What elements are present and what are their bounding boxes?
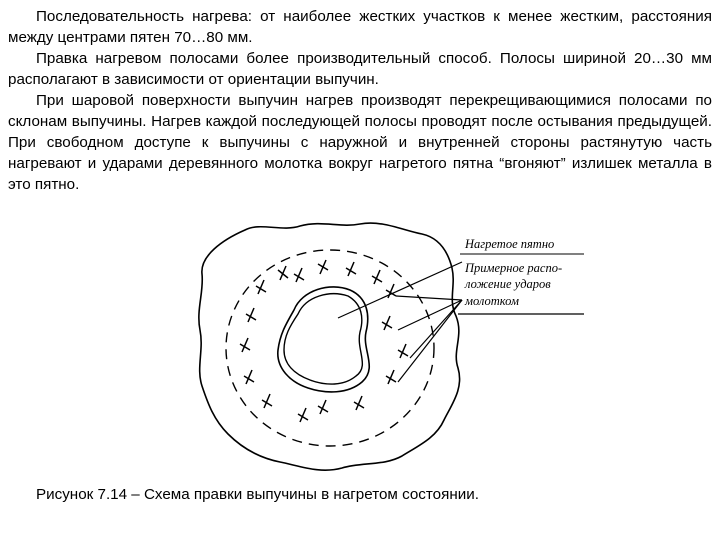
strike-mark bbox=[244, 370, 254, 384]
paragraph-3: При шаровой поверхности выпучин нагрев производят перекрещивающимися полосами по склонам выпучины. Нагрев каждой последующей полосы проводят после остывания предыдущей. При свободном доступе к выпучины с наружной и внутренней стороны растянутую часть нагревают и ударами деревянного молотка вокруг нагретого пятна “вгоняют” излишек металла в это пятно. bbox=[8, 92, 712, 193]
strike-mark bbox=[294, 268, 304, 282]
dashed-outer-circle bbox=[226, 250, 434, 446]
strike-mark bbox=[262, 394, 272, 408]
strike-mark bbox=[256, 280, 266, 294]
strike-mark bbox=[278, 266, 288, 280]
strike-mark bbox=[354, 396, 364, 410]
label-strikes-line-3: молотком bbox=[465, 294, 519, 308]
strike-mark bbox=[346, 262, 356, 276]
paragraph-2: Правка нагревом полосами более производительный способ. Полосы шириной 20…30 мм располагают в зависимости от ориентации выпучин. bbox=[8, 50, 712, 88]
strike-mark bbox=[318, 400, 328, 414]
strike-mark bbox=[318, 260, 328, 274]
label-heated-spot: Нагретое пятно bbox=[465, 237, 555, 251]
label-strikes-line-2: ложение ударов bbox=[465, 277, 551, 291]
strike-mark bbox=[382, 316, 392, 330]
strike-mark bbox=[240, 338, 250, 352]
label-strikes-line-1: Примерное распо- bbox=[465, 261, 563, 275]
strike-mark bbox=[386, 370, 396, 384]
strike-mark bbox=[372, 270, 382, 284]
strike-mark bbox=[398, 344, 408, 358]
hammer-strike-marks bbox=[240, 260, 408, 422]
buckle-straightening-figure bbox=[190, 218, 600, 478]
body-text bbox=[8, 6, 712, 195]
strike-mark bbox=[246, 308, 256, 322]
figure-caption: Рисунок 7.14 – Схема правки выпучины в нагретом состоянии. bbox=[36, 486, 479, 503]
paragraph-1: Последовательность нагрева: от наиболее жестких участков к менее жестким, расстояния между центрами пятен 70…80 мм. bbox=[8, 8, 712, 46]
strike-mark bbox=[298, 408, 308, 422]
